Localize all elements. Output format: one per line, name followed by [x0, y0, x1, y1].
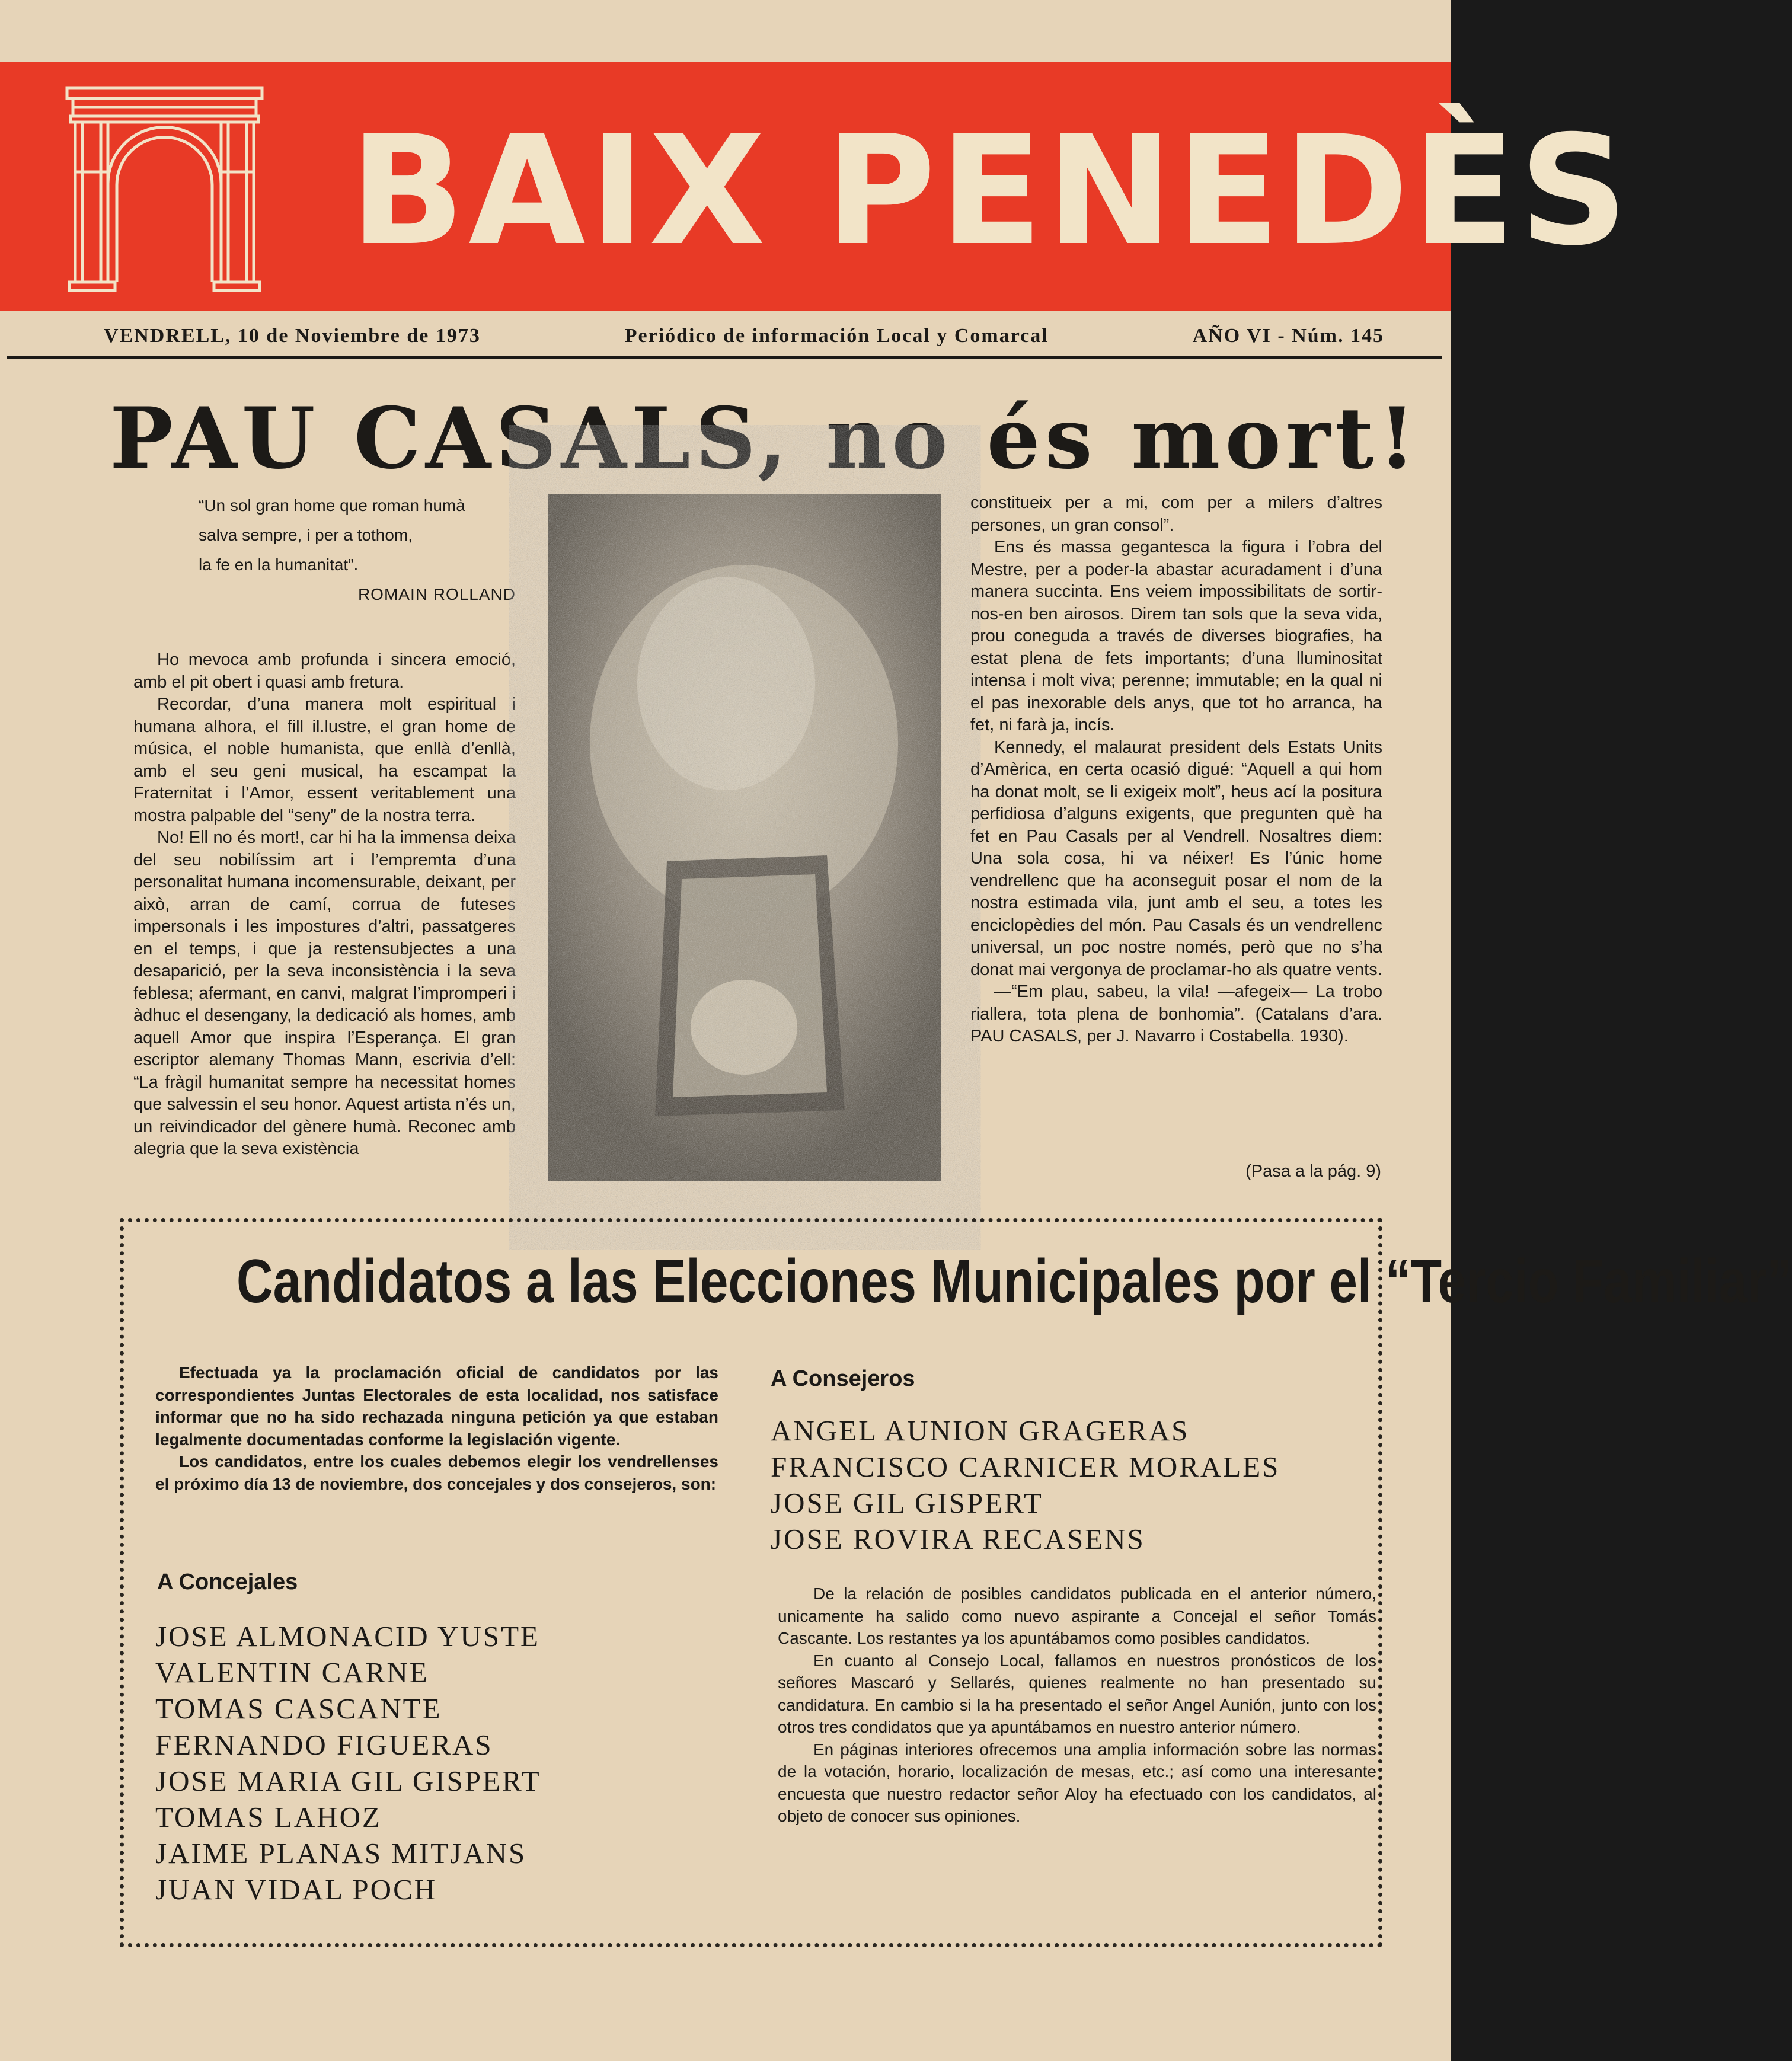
candidate-name: VALENTIN CARNE: [155, 1656, 429, 1689]
candidate-name: JOSE MARIA GIL GISPERT: [155, 1765, 541, 1797]
article-paragraph: No! Ell no és mort!, car hi ha la immensa deixa del seu nobilíssim art i l’empremta d’una personalitat humana incomensurable, deixant, per això, arran de camí, corrua de futeses impersonals i les impostures d’altri, passatgeres en el temps, i que ja restensubjectes a una desaparició, per la seva inconsistència i la seva feblesa; afermant, en canvi, malgrat l’impromperi i àdhuc el desengany, la dedicació als homes, amb aquell Amor que inspira l’Esperança. El gran escriptor alemany Thomas Mann, escrivia d’ell: “La fràgil humanitat sempre ha necessitat homes que salvessin el seu honor. Aquest artista n’és un, un reivindicador del gènere humà. Reconec amb alegria que la seva existència: [133, 828, 516, 1158]
elections-paragraph: En cuanto al Consejo Local, fallamos en nuestros pronósticos de los señores Mascaró y Sellarés, quienes realmente no han presentado su candidatura. En cambio si la ha presentado el señor Angel Aunión, junto con los otros tres condidatos que ya apuntábamos en nuestro anterior número.: [778, 1651, 1376, 1736]
article-paragraph: —“Em plau, sabeu, la vila! —afegeix— La trobo riallera, tota plena de bonhomia”. (Catalans d’ara. PAU CASALS, per J. Navarro i Costabella. 1930).: [970, 982, 1382, 1046]
candidate-name: FRANCISCO CARNICER MORALES: [771, 1450, 1280, 1483]
elections-title: Candidatos a las Elecciones Municipales por el “Tercio Familiar”: [237, 1247, 1792, 1316]
epigraph-author: ROMAIN ROLLAND: [357, 585, 516, 603]
candidate-name: FERNANDO FIGUERAS: [155, 1728, 493, 1761]
elections-outro: [778, 1583, 1376, 1827]
header-rule: [7, 356, 1442, 359]
issue-info-bar: [104, 321, 1384, 351]
arch-logo-icon: [62, 83, 267, 293]
article-paragraph: Ho mevoca amb profunda i sincera emoció, amb el pit obert i quasi amb fretura.: [133, 650, 516, 692]
candidate-name: JAIME PLANAS MITJANS: [155, 1837, 527, 1870]
issue-number: AÑO VI - Núm. 145: [1192, 325, 1384, 347]
candidate-name: JOSE GIL GISPERT: [771, 1487, 1043, 1519]
article-column-right: [970, 492, 1382, 1048]
article-paragraph: Kennedy, el malaurat president dels Estats Units d’Amèrica, en certa ocasió digué: “Aquell a qui hom ha donat molt, se li exigeix molt”, heus ací la positura perfidiosa d’alguns exigents, que pregunten què ha fet en Pau Casals per al Vendrell. Nosaltres diem: Una sola cosa, hi va néixer! Es l’únic home vendrellenc que ha aconseguit posar el nom de la nostra estimada vila, junt amb el seu, a totes les enciclopèdies del món. Pau Casals és un vendrellenc universal, un poc nostre només, però que no s’ha donat mai vergonya de proclamar-ho als quatre vents.: [970, 737, 1382, 979]
elections-paragraph: De la relación de posibles candidatos publicada en el anterior número, unicamente ha salido como nuevo aspirante a Concejal el señor Tomás Cascante. Los restantes ya los apuntábamos como posibles candidatos.: [778, 1584, 1376, 1647]
elections-paragraph: En páginas interiores ofrecemos una amplia información sobre las normas de la votación, horario, localización de mesas, etc.; así como una interesante encuesta que nuestro redactor señor Aloy ha efectuado con los candidatos, al objeto de conocer sus opiniones.: [778, 1740, 1376, 1825]
elections-intro: [155, 1362, 718, 1495]
concejales-heading: A Concejales: [157, 1570, 298, 1595]
issue-date: VENDRELL, 10 de Noviembre de 1973: [104, 325, 481, 347]
article-paragraph: constitueix per a mi, com per a milers d’altres persones, un gran consol”.: [970, 493, 1382, 535]
memorial-photo: [548, 494, 941, 1181]
candidate-name: TOMAS LAHOZ: [155, 1801, 382, 1833]
article-paragraph: Ens és massa gegantesca la figura i l’obra del Mestre, per a poder-la abastar acuradament i d’una manera succinta. Ens veiem impossibilitats de sortir-nos-en ben airosos. Direm tan sols que la seva vida, prou coneguda a través de diverses biografies, ha estat plena de fets importants; d’una lluminositat intensa i molt viva; perenne; immutable; en la qual ni el pas inexorable dels anys, que tot ho arranca, ha fet, ni farà ja, incís.: [970, 538, 1382, 734]
epigraph-line: salva sempre, i per a tothom,: [199, 526, 413, 544]
candidate-name: JOSE ROVIRA RECASENS: [771, 1523, 1145, 1555]
article-column-left: [133, 649, 516, 1161]
candidate-name: ANGEL AUNION GRAGERAS: [771, 1414, 1190, 1447]
epigraph: [199, 491, 516, 609]
epigraph-line: “Un sol gran home que roman humà: [199, 496, 465, 515]
candidate-name: TOMAS CASCANTE: [155, 1692, 442, 1725]
candidate-name: JOSE ALMONACID YUSTE: [155, 1620, 540, 1653]
consejeros-heading: A Consejeros: [771, 1366, 915, 1391]
article-headline: PAU CASALS, no és mort!: [110, 389, 1420, 488]
continued-note: (Pasa a la pág. 9): [1245, 1162, 1381, 1181]
epigraph-line: la fe en la humanitat”.: [199, 555, 359, 574]
elections-paragraph: Efectuada ya la proclamación oficial de candidatos por las correspondientes Juntas Electorales de esta localidad, nos satisface informar que no ha sido rechazada ninguna petición ya que estaban legalmente documentadas conforme la legislación vigente.: [155, 1363, 718, 1449]
issue-tagline: Periódico de información Local y Comarcal: [624, 325, 1049, 347]
consejeros-list: [771, 1413, 1280, 1557]
article-paragraph: Recordar, d’una manera molt espiritual i humana alhora, el fill il.lustre, el gran home de música, el noble humanista, que enllà d’enllà, amb el seu geni musical, ha escampat la Fraternitat i l’Amor, essent veritablement una mostra palpable del “seny” de la nostra terra.: [133, 695, 516, 825]
newspaper-title: BAIX PENEDÈS: [350, 103, 1632, 279]
concejales-list: [155, 1618, 541, 1907]
candidate-name: JUAN VIDAL POCH: [155, 1873, 437, 1906]
elections-paragraph: Los candidatos, entre los cuales debemos elegir los vendrellenses el próximo día 13 de noviembre, dos concejales y dos consejeros, son:: [155, 1452, 718, 1493]
